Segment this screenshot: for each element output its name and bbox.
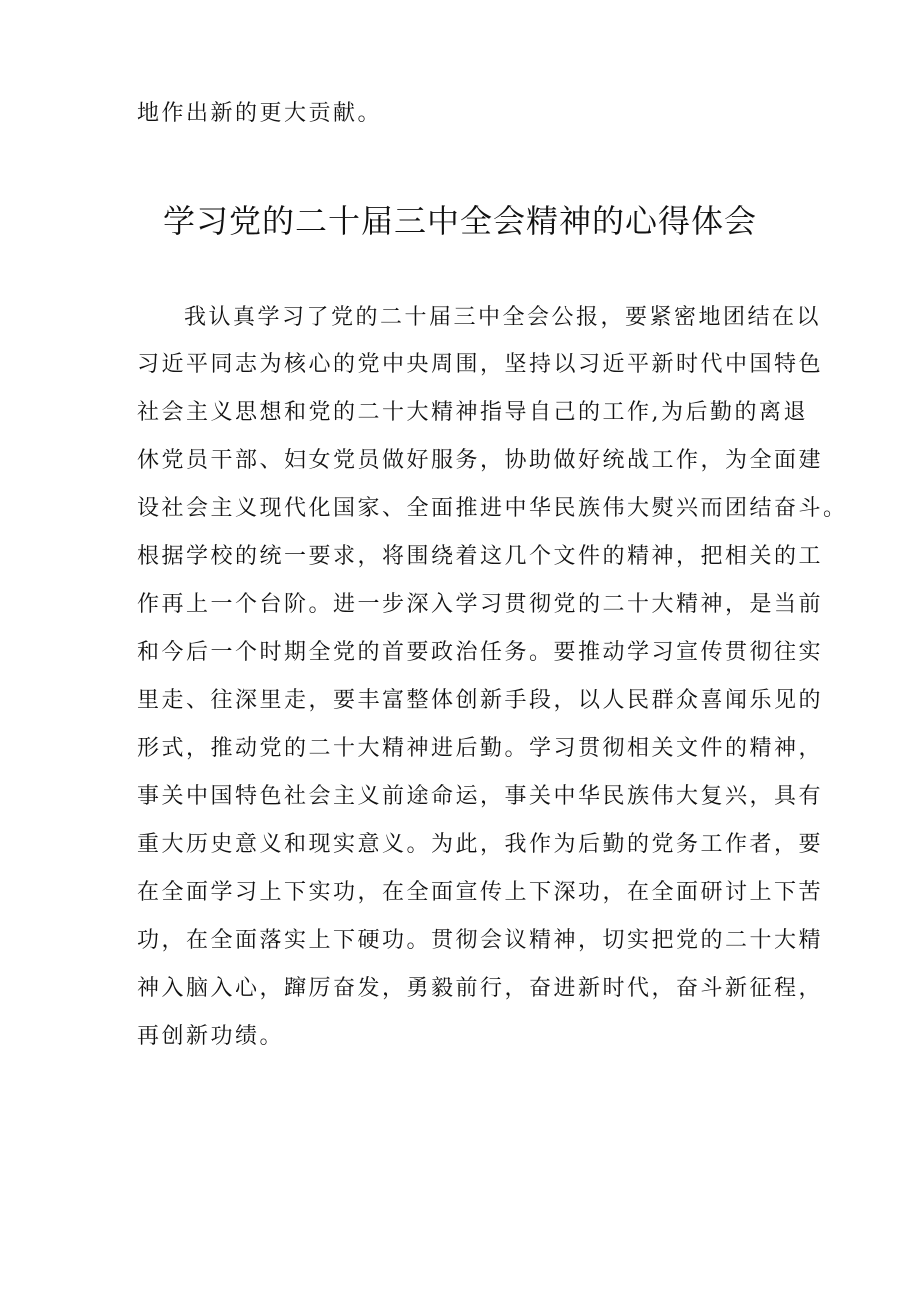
paragraph-line: 我认真学习了党的二十届三中全会公报，要紧密地团结在以: [184, 305, 822, 330]
paragraph-line: 形式，推动党的二十大精神进后勤。学习贯彻相关文件的精神，: [137, 736, 824, 761]
paragraph-line: 神入脑入心，蹿厉奋发，勇毅前行，奋进新时代，奋斗新征程，: [137, 976, 824, 1001]
paragraph-line: 里走、往深里走，要丰富整体创新手段，以人民群众喜闻乐见的: [137, 688, 824, 713]
document-title: 学习党的二十届三中全会精神的心得体会: [162, 202, 757, 240]
paragraph-line: 社会主义思想和党的二十大精神指导自己的工作,为后勤的离退: [137, 400, 808, 425]
paragraph-line: 在全面学习上下实功，在全面宣传上下深功，在全面研讨上下苦: [137, 880, 824, 905]
paragraph-line: 再创新功绩。: [137, 1024, 285, 1049]
paragraph-line: 功，在全面落实上下硬功。贯彻会议精神，切实把党的二十大精: [137, 928, 824, 953]
paragraph-line: 和今后一个时期全党的首要政治任务。要推动学习宣传贯彻往实: [137, 640, 824, 665]
paragraph-line: 重大历史意义和现实意义。为此，我作为后勤的党务工作者，要: [137, 832, 824, 857]
previous-paragraph-tail: 地作出新的更大贡献。: [137, 101, 383, 126]
paragraph-line: 作再上一个台阶。进一步深入学习贯彻党的二十大精神，是当前: [137, 592, 824, 617]
paragraph-line: 根据学校的统一要求，将围绕着这几个文件的精神，把相关的工: [137, 544, 824, 569]
paragraph-line: 休党员干部、妇女党员做好服务，协助做好统战工作，为全面建: [137, 448, 824, 473]
paragraph-line: 习近平同志为核心的党中央周围，坚持以习近平新时代中国特色: [137, 352, 824, 377]
paragraph-line: 事关中国特色社会主义前途命运，事关中华民族伟大复兴，具有: [137, 784, 824, 809]
paragraph-line: 设社会主义现代化国家、全面推进中华民族伟大熨兴而团结奋斗。: [137, 496, 848, 521]
